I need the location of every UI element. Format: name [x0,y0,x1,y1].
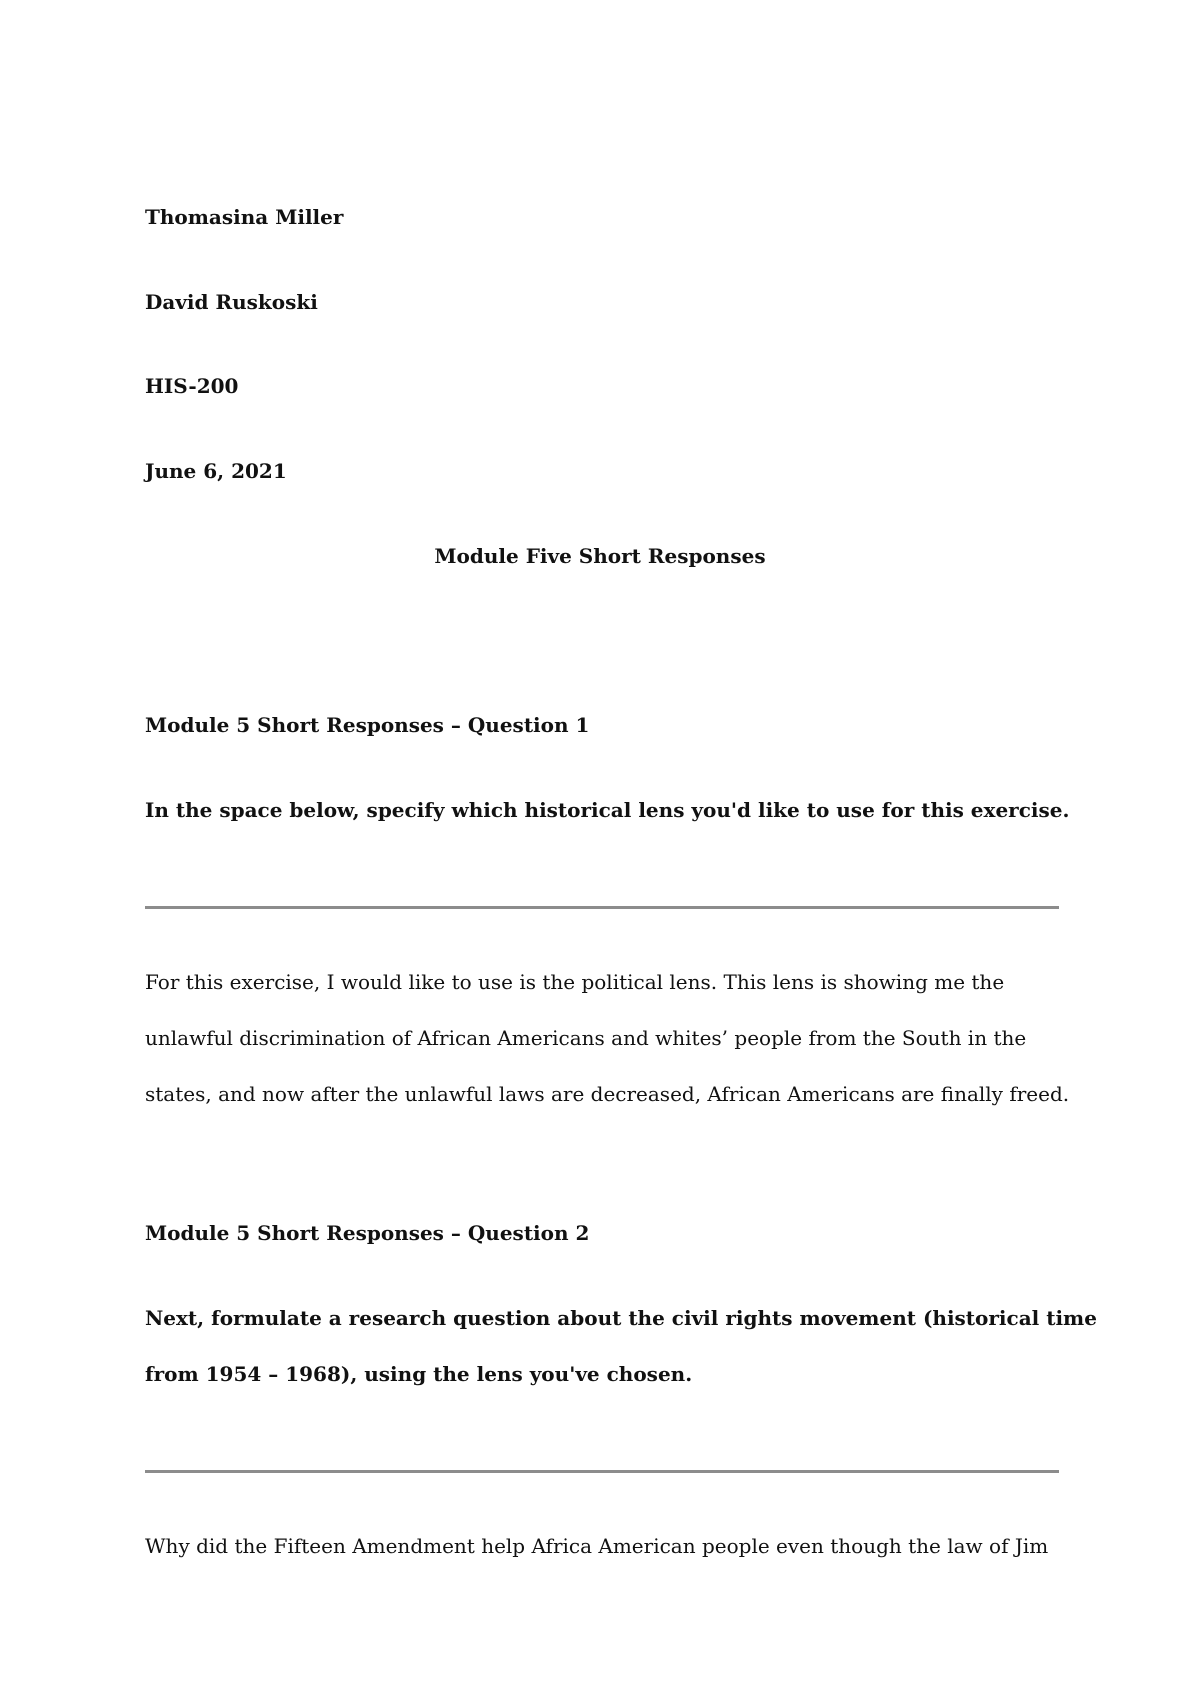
question-2-prompt-line-1: Next, formulate a research question about the civil rights movement (historical time [145,1306,1097,1330]
document-title: Module Five Short Responses [434,544,766,568]
question-1-prompt: In the space below, specify which historical lens you'd like to use for this exercise. [145,798,1070,822]
instructor-name: David Ruskoski [145,290,318,314]
question-1-heading: Module 5 Short Responses – Question 1 [145,713,590,737]
question-2-heading: Module 5 Short Responses – Question 2 [145,1221,590,1245]
question-2-answer-line-1: Why did the Fifteen Amendment help Africa American people even though the law of Jim [145,1534,1049,1558]
answer-divider-1 [145,906,1059,909]
question-1-answer-line-1: For this exercise, I would like to use is the political lens. This lens is showing me the [145,970,1005,994]
question-2-prompt-line-2: from 1954 – 1968), using the lens you've chosen. [145,1362,693,1386]
course-code: HIS-200 [145,374,239,398]
student-name: Thomasina Miller [145,205,344,229]
question-1-answer-line-3: states, and now after the unlawful laws are decreased, African Americans are finally freed. [145,1082,1070,1106]
answer-divider-2 [145,1470,1059,1473]
document-date: June 6, 2021 [145,459,287,483]
question-1-answer-line-2: unlawful discrimination of African Americans and whites’ people from the South in the [145,1026,1027,1050]
